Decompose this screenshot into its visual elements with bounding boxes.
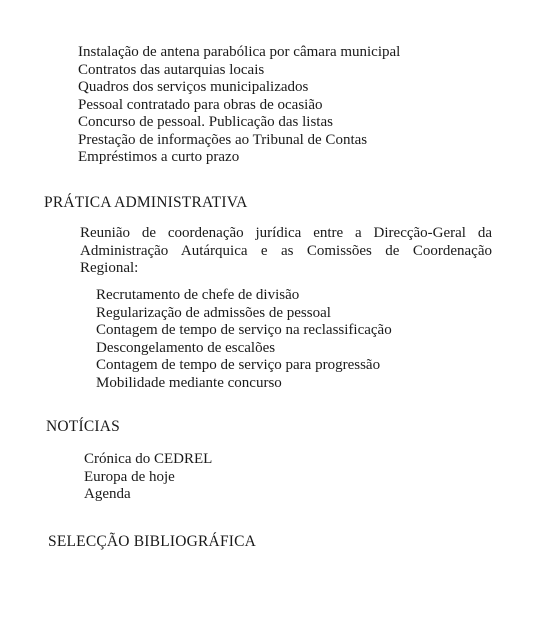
paragraph-line: Reunião de coordenação jurídica entre a Direcção-Geral da [80, 225, 492, 241]
section-heading-pratica: PRÁTICA ADMINISTRATIVA [44, 194, 248, 211]
top-list [78, 44, 400, 167]
section-heading-noticias: NOTÍCIAS [46, 418, 120, 435]
list-item: Quadros dos serviços municipalizados [78, 79, 309, 95]
list-item: Recrutamento de chefe de divisão [96, 287, 300, 303]
list-item: Contagem de tempo de serviço para progressão [96, 357, 381, 373]
list-item: Descongelamento de escalões [96, 339, 276, 356]
list-item: Mobilidade mediante concurso [96, 374, 282, 391]
list-item: Crónica do CEDREL [84, 451, 213, 467]
list-item: Regularização de admissões de pessoal [96, 304, 331, 321]
list-item: Prestação de informações ao Tribunal de Contas [78, 131, 368, 148]
list-item: Contratos das autarquias locais [78, 61, 265, 78]
paragraph-line: Regional: [80, 260, 139, 276]
pratica-list [96, 287, 392, 392]
noticias-list [84, 451, 212, 504]
list-item: Instalação de antena parabólica por câmara municipal [78, 44, 401, 60]
list-item: Empréstimos a curto prazo [78, 149, 240, 165]
list-item: Contagem de tempo de serviço na reclassificação [96, 322, 392, 338]
list-item: Agenda [84, 486, 131, 502]
list-item: Europa de hoje [84, 468, 175, 485]
list-item: Concurso de pessoal. Publicação das listas [78, 114, 333, 130]
section-heading-bibliografia: SELECÇÃO BIBLIOGRÁFICA [48, 533, 257, 550]
pratica-intro-paragraph [80, 225, 492, 278]
list-item: Pessoal contratado para obras de ocasião [78, 96, 323, 113]
paragraph-line: Administração Autárquica e as Comissões de Coordenação [80, 242, 492, 259]
